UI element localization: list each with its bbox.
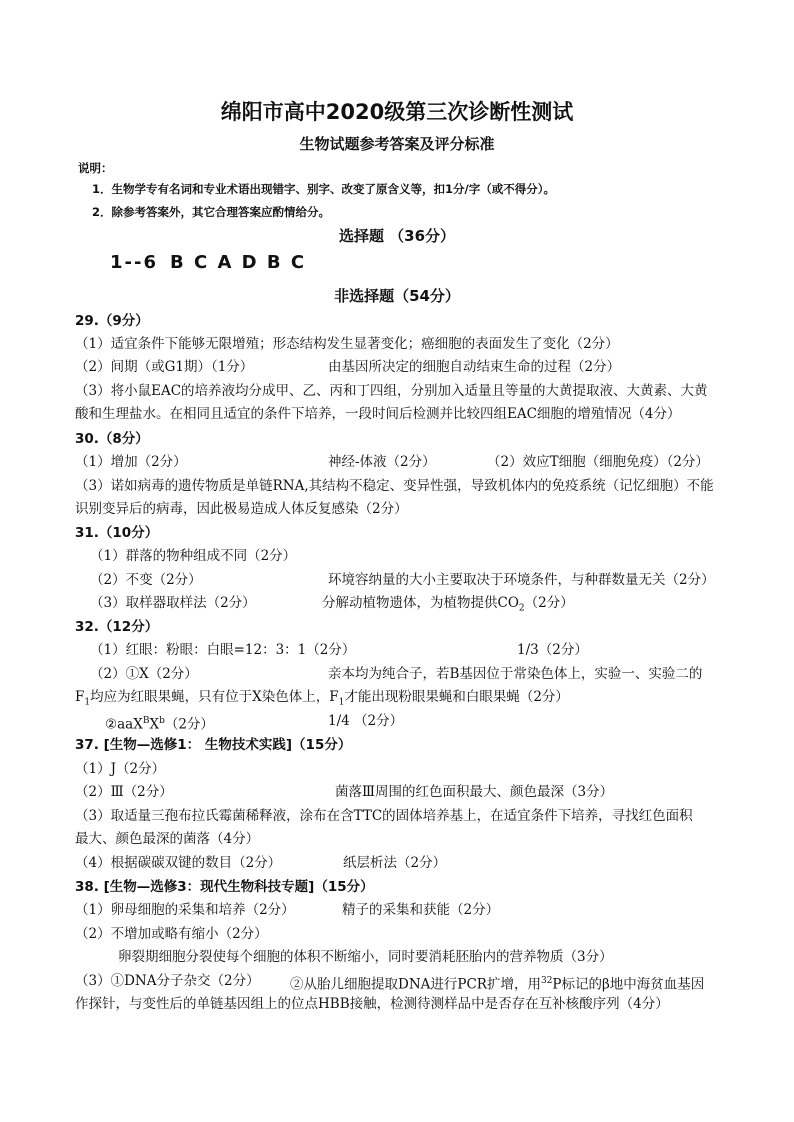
q38-heading: 38. [生物—选修3：现代生物科技专题]（15分）	[75, 879, 374, 895]
q30-answer-2: （2）效应T细胞（细胞免疫）（2分）	[487, 454, 709, 470]
q38-answer-2a: （2）不增加或略有缩小（2分）	[75, 926, 268, 942]
q38-answer-3b: ②从胎儿细胞提取DNA进行PCR扩增，用$^{32}$P标记的β地中海贫血基因	[290, 976, 705, 993]
q31-answer-2a: （2）不变（2分）	[90, 572, 202, 588]
nonchoice-section-heading: 非选择题（54分）	[334, 287, 460, 305]
q38-answer-3a: （3）①DNA分子杂交（2分）	[75, 973, 260, 989]
q38-answer-1b: 精子的采集和获能（2分）	[342, 902, 500, 918]
q30-answer-3-line2: 识别变异后的病毒，因此极易造成人体反复感染（2分）	[75, 501, 408, 517]
choice-section-heading: 选择题 （36分）	[338, 227, 456, 245]
q32-answer-2e: 1/4 （2分）	[328, 713, 404, 729]
page-title: 绵阳市高中2020级第三次诊断性测试	[220, 100, 574, 124]
q32-answer-1b: 1/3（2分）	[517, 642, 588, 658]
q31-answer-3a: （3）取样器取样法（2分）	[90, 595, 256, 611]
q38-answer-2b: 卵裂期细胞分裂使每个细胞的体积不断缩小，同时要消耗胚胎内的营养物质（3分）	[118, 949, 613, 965]
q29-answer-1: （1）适宜条件下能够无限增殖；形态结构发生显著变化；癌细胞的表面发生了变化（2分）	[75, 336, 619, 352]
q37-answer-4b: 纸层析法（2分）	[343, 855, 447, 871]
q31-answer-1: （1）群落的物种组成不同（2分）	[90, 548, 297, 564]
q30-answer-1b: 神经-体液（2分）	[328, 454, 436, 470]
q37-answer-4a: （4）根据碳碳双键的数目（2分）	[75, 855, 282, 871]
q32-answer-2a: （2）①X（2分）	[90, 666, 198, 682]
q38-answer-3c: 作探针，与变性后的单链基因组上的位点HBB接触，检测待测样品中是否存在互补核酸序列（4分）	[75, 996, 669, 1012]
note-2: 2．除参考答案外，其它合理答案应酌情给分。	[92, 205, 330, 219]
q31-heading: 31.（10分）	[75, 525, 159, 541]
choice-range: 1--6	[110, 252, 158, 273]
q29-answer-3-line2: 酸和生理盐水。在相同且适宜的条件下培养，一段时间后检测并比较四组EAC细胞的增殖情况（4分）	[75, 406, 681, 422]
q29-heading: 29.（9分）	[75, 313, 149, 329]
q37-answer-2a: （2）Ⅲ（2分）	[75, 784, 173, 800]
q29-answer-3-line1: （3）将小鼠EAC的培养液均分成甲、乙、丙和丁四组，分别加入适量且等量的大黄提取液、大黄素、大黄	[75, 383, 708, 399]
q37-answer-2b: 菌落Ⅲ周围的红色面积最大、颜色最深（3分）	[335, 784, 614, 800]
q29-answer-2a: （2）间期（或G1期）（1分）	[75, 359, 254, 375]
q31-answer-2b: 环境容纳量的大小主要取决于环境条件，与种群数量无关（2分）	[328, 572, 715, 588]
q32-answer-2b: 亲本均为纯合子，若B基因位于常染色体上，实验一、实验二的	[328, 666, 703, 682]
q37-answer-3-line1: （3）取适量三孢布拉氏霉菌稀释液，涂布在含TTC的固体培养基上，在适宜条件下培养，寻找红色面积	[75, 808, 693, 824]
q29-answer-2b: 由基因所决定的细胞自动结束生命的过程（2分）	[328, 359, 621, 375]
q37-heading: 37. [生物—选修1： 生物技术实践]（15分）	[75, 737, 352, 753]
q32-answer-2c: $F_1$均应为红眼果蝇，只有位于X染色体上，$F_1$才能出现粉眼果蝇和白眼果蝇（2分）	[75, 689, 569, 708]
page-subtitle: 生物试题参考答案及评分标准	[299, 135, 495, 153]
note-1: 1．生物学专有名词和专业术语出现错字、别字、改变了原含义等，扣1分/字（或不得分）。	[92, 182, 555, 196]
q32-heading: 32.（12分）	[75, 619, 159, 635]
q30-answer-3-line1: （3）诺如病毒的遗传物质是单链RNA,其结构不稳定、变异性强，导致机体内的免疫系统（记忆细胞）不能	[75, 478, 714, 494]
q38-answer-1a: （1）卵母细胞的采集和培养（2分）	[75, 902, 295, 918]
q30-answer-1a: （1）增加（2分）	[75, 454, 187, 470]
q32-answer-1a: （1）红眼：粉眼：白眼=12：3：1（2分）	[90, 642, 356, 658]
q31-answer-3b: 分解动植物遗体，为植物提供$CO_2(2$分）	[322, 595, 574, 614]
q32-answer-2d: $②aaX^BX^b(2$分）	[105, 716, 214, 733]
q37-answer-1: （1）J（2分）	[75, 761, 166, 777]
q30-heading: 30.（8分）	[75, 431, 149, 447]
q37-answer-3-line2: 最大、颜色最深的菌落（4分）	[75, 831, 260, 847]
choice-answers: B C A D B C	[170, 252, 307, 273]
notes-heading: 说明：	[78, 161, 113, 175]
